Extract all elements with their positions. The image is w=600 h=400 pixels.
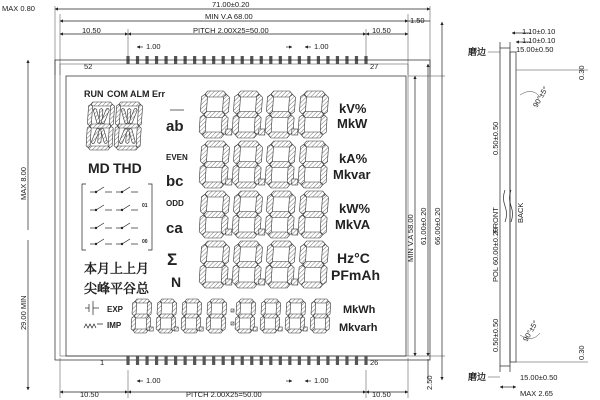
outer-height-label: 66.00±0.20 (433, 207, 442, 245)
left-dimensions (19, 60, 28, 390)
bottom-pin (279, 356, 282, 365)
unit-mkwh: MkWh (343, 304, 376, 316)
main-digit-r2-d1 (199, 141, 232, 188)
pin-number-26: 26 (370, 358, 379, 367)
switch-symbol (116, 239, 138, 245)
bottom-pin (126, 356, 129, 365)
colon-bottom (231, 322, 234, 325)
right-dimensions (406, 22, 445, 380)
bottom-pin (250, 356, 253, 365)
alpha-digit-pair (86, 102, 142, 150)
pitch-label: PITCH 2.00X25=50.00 (193, 26, 269, 35)
main-digit-r1-d4 (298, 91, 328, 138)
dim-1-10-b: 1.10±0.10 (522, 36, 556, 45)
status-alm: ALM (130, 89, 150, 99)
bottom-pin (145, 356, 148, 365)
main-digit-rows (199, 91, 328, 288)
max-thickness-label: MAX 8.00 (19, 167, 28, 200)
seal-dim-top: 0.50±0.50 (491, 121, 500, 155)
bottom-pin (307, 356, 310, 365)
main-digit-r3-d4 (298, 191, 328, 238)
energy-digit-8 (310, 299, 331, 333)
main-digit-r4-d2 (232, 241, 265, 288)
wave-icon (84, 324, 103, 328)
unit-kw: kW% (339, 201, 371, 216)
export-label: EXP (107, 305, 124, 314)
main-digit-r4-d3 (265, 241, 298, 288)
status-row (84, 89, 166, 99)
energy-digit-3 (181, 299, 203, 333)
back-label: BACK (516, 202, 525, 223)
min-va-width-label: MIN V.A 68.00 (205, 12, 253, 21)
main-digit-r2-d3 (265, 141, 298, 188)
main-digit-r2-d2 (232, 141, 265, 188)
period-labels: 本月上上月 (84, 262, 150, 277)
edge-grind-bottom-label: 磨边 (468, 373, 487, 383)
bottom-pin (288, 356, 291, 365)
switch-indicator-box (82, 184, 152, 250)
dim-0-30-top: 0.30 (577, 65, 586, 80)
energy-digit-1 (131, 299, 153, 333)
bottom-right-offset-label: 10.50 (372, 390, 391, 399)
pin-length-label: 2.50 (425, 375, 434, 390)
energy-digit-6 (260, 299, 282, 333)
unit-mkva: MkVA (335, 217, 371, 232)
bottom-pin (231, 356, 234, 365)
alpha-digit-1 (86, 102, 114, 150)
md-label: MD (88, 160, 110, 176)
switch-symbol (116, 187, 138, 193)
edge-grind-top-label: 磨边 (468, 48, 487, 58)
bottom-pin (184, 356, 187, 365)
right-offset-label: 10.50 (372, 26, 391, 35)
bottom-pin (174, 356, 177, 365)
min-height-label: 29.00 MIN (19, 295, 28, 330)
status-run: RUN (84, 89, 104, 99)
left-offset-label: 10.50 (82, 26, 101, 35)
pin-number-1: 1 (100, 358, 105, 367)
main-digit-r1-d2 (232, 91, 265, 138)
phase-ab: ab (166, 118, 184, 135)
thd-label: THD (113, 160, 142, 176)
angle-bottom-label: 90°±5° (520, 318, 541, 343)
bottom-pin (269, 356, 272, 365)
bottom-pin (222, 356, 225, 365)
switch-symbol (116, 205, 138, 211)
switch-symbol (90, 205, 112, 211)
bottom-left-offset-label: 10.50 (80, 390, 99, 399)
main-digit-r1-d1 (199, 91, 232, 138)
bottom-pin (317, 356, 320, 365)
dim-15-top: 15.00±0.50 (516, 45, 554, 54)
dim-1-10-a: 1.10±0.10 (522, 27, 556, 36)
phase-ca: ca (166, 220, 183, 237)
alpha-digit-2 (114, 102, 142, 150)
energy-digit-7 (285, 299, 307, 333)
bottom-pin (364, 356, 367, 365)
main-digit-r3-d1 (199, 191, 232, 238)
bottom-pin (326, 356, 329, 365)
main-digit-r3-d2 (232, 191, 265, 238)
side-view (468, 27, 588, 398)
unit-kv: kV% (339, 101, 367, 116)
fold-break (504, 190, 507, 222)
bottom-pin-width-label: 1.00 (146, 376, 161, 385)
bottom-pin (164, 356, 167, 365)
max-thickness-side: MAX 2.65 (520, 389, 553, 398)
dim-15-bottom: 15.00±0.50 (520, 373, 558, 382)
bottom-pin (336, 356, 339, 365)
unit-pfmah: PFmAh (331, 267, 380, 283)
battery-icon (85, 301, 99, 315)
sigma-symbol: Σ (167, 250, 178, 269)
right-gap-label: 1.50 (410, 16, 425, 25)
pin-width-label: 1.00 (146, 42, 161, 51)
main-digit-r1-d3 (265, 91, 298, 138)
min-va-height-label: MIN V.A 58.00 (406, 214, 415, 262)
bottom-pin (298, 356, 301, 365)
bottom-pitch-label: PITCH 2.00X25=50.00 (186, 390, 262, 399)
energy-digit-4 (206, 299, 227, 333)
unit-mkvar: Mkvar (333, 167, 371, 182)
bottom-pin (193, 356, 196, 365)
dim-0-30-bottom: 0.30 (577, 345, 586, 360)
pin-width-label-right: 1.00 (314, 42, 329, 51)
polarizer-length: POL 60.00±0.20 (491, 227, 500, 282)
bottom-pin (260, 356, 263, 365)
unit-mkw: MkW (337, 116, 368, 131)
front-label: FRONT (491, 207, 500, 233)
main-digit-r3-d3 (265, 191, 298, 238)
status-err: Err (152, 89, 166, 99)
bottom-pin (212, 356, 215, 365)
pin-number-27: 27 (370, 62, 379, 71)
energy-digit-5 (235, 299, 257, 333)
switch-symbol (116, 223, 138, 229)
switch-symbol (90, 239, 112, 245)
import-label: IMP (107, 321, 122, 330)
phase-column (166, 110, 188, 290)
odd-label: ODD (166, 199, 184, 208)
tariff-labels: 尖峰平谷总 (84, 282, 150, 297)
bottom-pin (355, 356, 358, 365)
max-height-label: MAX 0.80 (2, 4, 35, 13)
main-digit-r4-d4 (298, 241, 328, 288)
main-digit-r2-d4 (298, 141, 328, 188)
bottom-pin (136, 356, 139, 365)
status-com: COM (107, 89, 128, 99)
unit-ka: kA% (339, 151, 368, 166)
bottom-pin (155, 356, 158, 365)
colon-top (231, 309, 234, 312)
seal-dim-bottom: 0.50±0.50 (491, 318, 500, 352)
switch-symbol (90, 187, 112, 193)
phase-bc: bc (166, 173, 184, 190)
bottom-pin (203, 356, 206, 365)
switch-mark-00: 00 (142, 239, 148, 245)
energy-digit-2 (156, 299, 178, 333)
main-digit-r4-d1 (199, 241, 232, 288)
pin-number-52: 52 (84, 62, 93, 71)
angle-top-label: 90°±5° (530, 84, 551, 109)
unit-mkvarh: Mkvarh (339, 322, 378, 334)
switch-symbol (90, 223, 112, 229)
energy-row (84, 299, 331, 333)
overall-width-label: 71.00±0.20 (212, 0, 250, 9)
unit-column (331, 101, 380, 334)
bottom-pin-row (126, 356, 367, 365)
unit-hz: Hz°C (337, 250, 370, 266)
even-label: EVEN (166, 153, 188, 162)
switch-mark-01: 01 (142, 203, 148, 209)
neutral-label: N (171, 274, 182, 290)
bottom-pin (345, 356, 348, 365)
bottom-pin-width-label-right: 1.00 (314, 376, 329, 385)
bottom-pin (241, 356, 244, 365)
inner-height-label: 61.00±0.20 (419, 207, 428, 245)
